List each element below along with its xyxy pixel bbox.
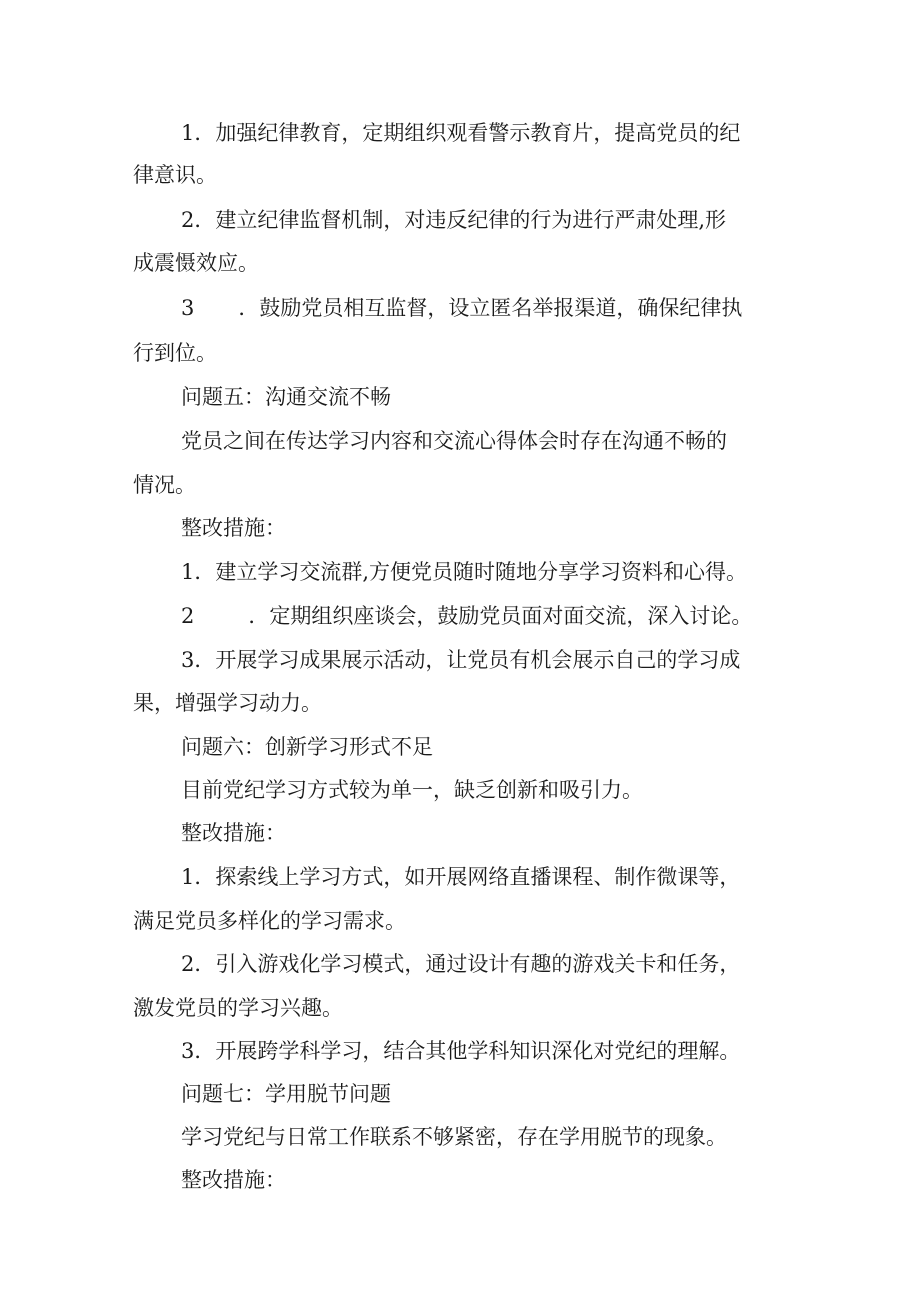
list-item-number: 2 xyxy=(181,604,195,628)
list-item-text: 3．开展跨学科学习，结合其他学科知识深化对党纪的理解。 xyxy=(181,1039,741,1063)
section-heading: 问题七：学用脱节问题 xyxy=(181,1082,391,1106)
paragraph-text: 情况。 xyxy=(133,473,196,497)
section-heading: 问题五：沟通交流不畅 xyxy=(181,385,391,409)
list-item-text: 1．探索线上学习方式，如开展网络直播课程、制作微课等， xyxy=(181,865,741,889)
list-item-text: 3．开展学习成果展示活动，让党员有机会展示自己的学习成 xyxy=(181,648,741,672)
list-item-text: 成震慑效应。 xyxy=(133,251,259,275)
list-item-text: 果，增强学习动力。 xyxy=(133,691,322,715)
section-heading: 问题六：创新学习形式不足 xyxy=(181,735,433,759)
list-item-text: ．定期组织座谈会，鼓励党员面对面交流，深入讨论。 xyxy=(248,604,753,628)
measures-heading: 整改措施： xyxy=(181,821,286,845)
list-item-text: 2．引入游戏化学习模式，通过设计有趣的游戏关卡和任务， xyxy=(181,952,741,976)
list-item-text: 2．建立纪律监督机制，对违反纪律的行为进行严肃处理,形 xyxy=(181,208,727,232)
paragraph-text: 党员之间在传达学习内容和交流心得体会时存在沟通不畅的 xyxy=(181,429,727,453)
list-item-text: 律意识。 xyxy=(133,163,217,187)
list-item-text: 满足党员多样化的学习需求。 xyxy=(133,909,406,933)
list-item-text: 行到位。 xyxy=(133,341,217,365)
list-item-text: 激发党员的学习兴趣。 xyxy=(133,996,343,1020)
measures-heading: 整改措施： xyxy=(181,1168,286,1192)
list-item-row xyxy=(181,601,752,631)
list-item-text: ．鼓励党员相互监督，设立匿名举报渠道，确保纪律执 xyxy=(238,296,743,320)
measures-heading: 整改措施： xyxy=(181,516,286,540)
list-item-text: 1．建立学习交流群,方便党员随时随地分享学习资料和心得。 xyxy=(181,560,748,584)
list-item-number: 3 xyxy=(181,296,195,320)
paragraph-text: 学习党纪与日常工作联系不够紧密，存在学用脱节的现象。 xyxy=(181,1125,727,1149)
paragraph-text: 目前党纪学习方式较为单一，缺乏创新和吸引力。 xyxy=(181,778,643,802)
list-item-row xyxy=(181,293,742,323)
list-item-text: 1．加强纪律教育，定期组织观看警示教育片，提高党员的纪 xyxy=(181,121,741,145)
